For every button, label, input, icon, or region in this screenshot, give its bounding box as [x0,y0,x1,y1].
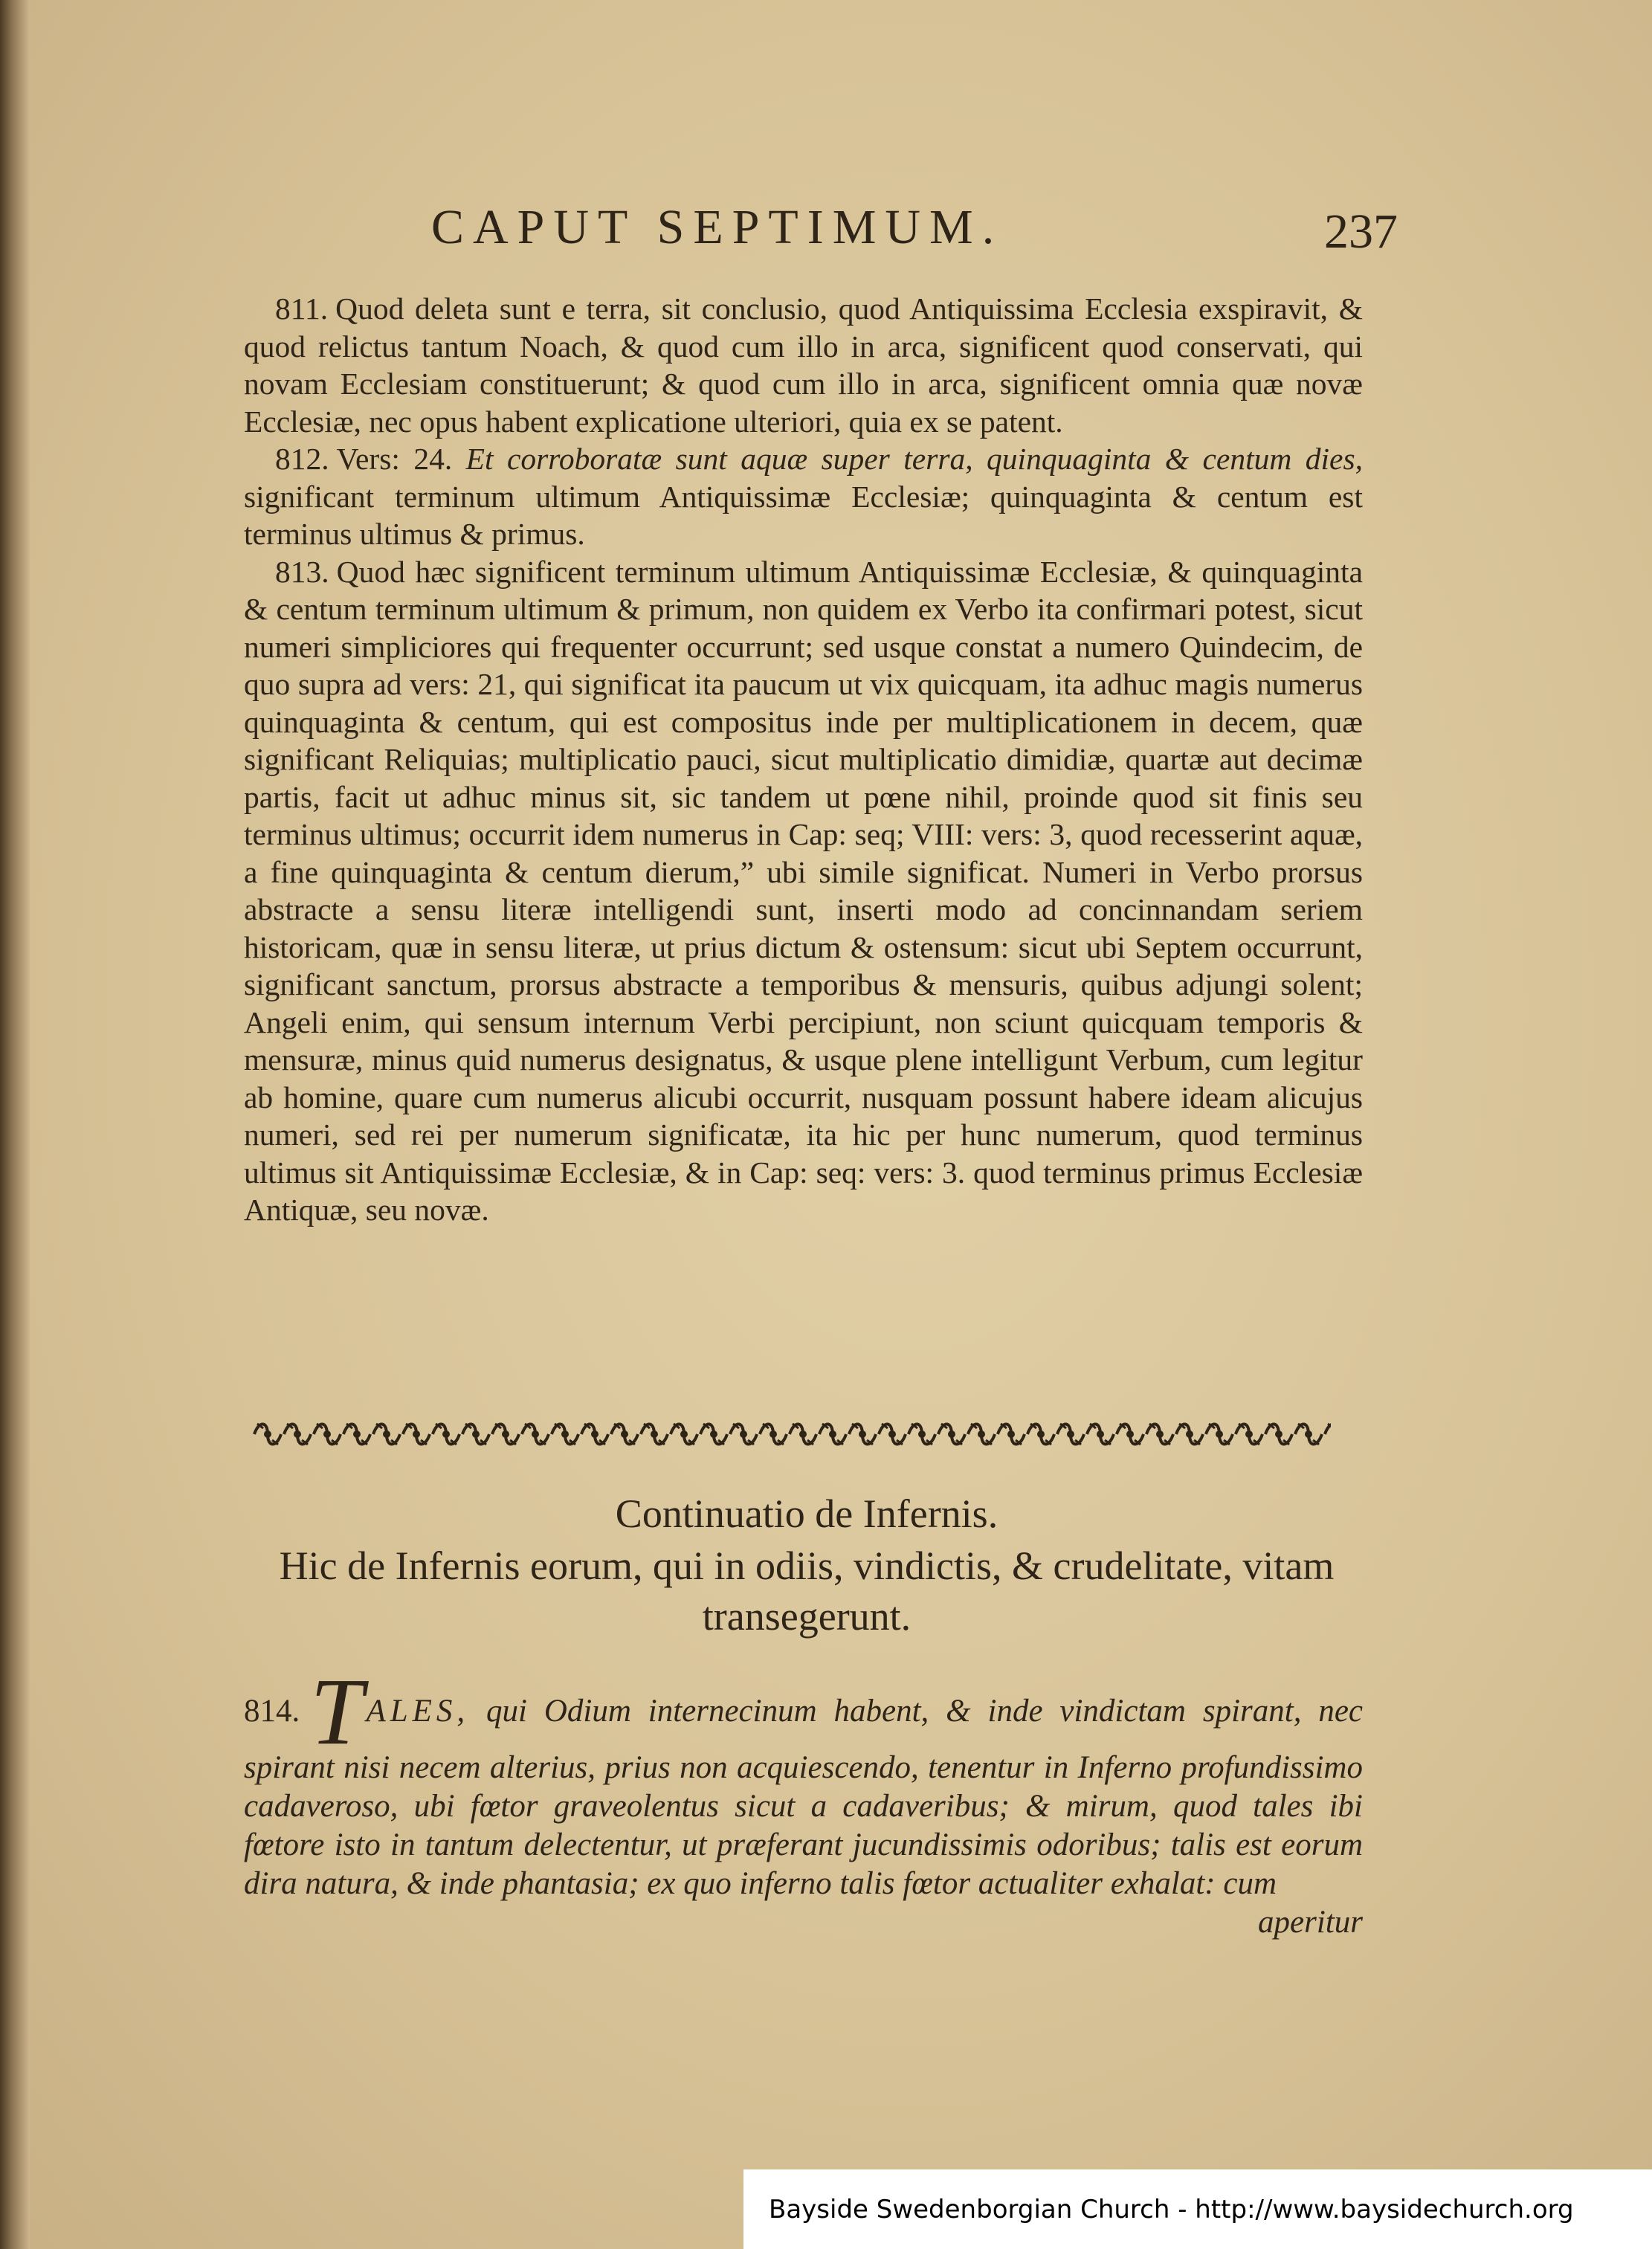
paragraph-number: 814. [244,1694,300,1729]
paragraph-text: significant terminum ultimum Antiquissimæ Ecclesiæ; quinquaginta & centum est terminus ultimus & primus. [244,479,1363,551]
verse-reference: Vers: 24. [336,442,453,476]
paragraph-text: Quod deleta sunt e terra, sit conclusio, quod Antiquissima Ecclesia exspiravit, & quod relictus tantum Noach, & quod cum illo in arca, significent quod conservati, qui novam Ecclesiam constituerunt; & quod cum illo in arca, significent omnia quæ novæ Ecclesiæ, nec opus habent explicatione ulteriori, quia ex se patent. [244,291,1363,439]
catchword: aperitur [1258,1905,1363,1940]
drop-cap: T [310,1659,364,1764]
paragraph-text: qui Odium internecinum habent, & inde vindictam spirant, nec spirant nisi necem alterius, prius non acquiescendo, tenentur in Inferno profundissimo cadaveroso, ubi fœtor graveolentus sicut a cadaveribus; & mirum, quod tales ibi fœtore isto in tantum delectentur, ut præferant jucundissimis odoribus; talis est eorum dira natura, & inde phantasia; ex quo inferno talis fœtor actualiter exhalat: cum [244,1694,1363,1901]
paragraph-814 [244,1659,1363,1942]
page-header [431,199,1398,266]
watermark-credit: Bayside Swedenborgian Church - http://www.baysidechurch.org [769,2195,1574,2224]
paragraph-number: 812. [275,442,329,476]
paragraph-number: 811. [275,291,329,326]
ornamental-divider [253,1416,1331,1452]
paragraph-811 [244,290,1363,440]
running-title: CAPUT SEPTIMUM. [431,200,1004,254]
paragraph-text: Quod hæc significent terminum ultimum Antiquissimæ Ecclesiæ, & quinquaginta & centum terminum ultimum & primum, non quidem ex Verbo ita confirmari potest, sicut numeri simpliciores qui frequenter occurrunt; sed usque constat a numero Quindecim, de quo supra ad vers: 21, qui significat ita paucum ut vix quicquam, ita adhuc magis numerus quinquaginta & centum, qui est compositus inde per multiplicationem in decem, quæ significant Reliquias; multiplicatio pauci, sicut multiplicatio dimidiæ, quartæ aut decimæ partis, facit ut adhuc minus sit, sic tandem ut pœne nihil, proinde quod sit finis seu terminus ultimus; occurrit idem numerus in Cap: seq; VIII: vers: 3, quod recesserint aquæ, a fine quinquaginta & centum dierum,” ubi simile significat. Numeri in Verbo prorsus abstracte a sensu literæ intelligendi sunt, inserti modo ad concinnandam seriem historicam, quæ in sensu literæ, ut prius dictum & ostensum: sicut ubi Septem occurrunt, significant sanctum, prorsus abstracte a temporibus & mensuris, quibus adjungi solent; Angeli enim, qui sensum internum Verbi percipiunt, non sciunt quicquam temporis & mensuræ, minus quid numerus designatus, & usque plene intelligunt Verbum, cum legitur ab homine, quare cum numerus alicubi occurrit, nusquam possunt habere ideam alicujus numeri, sed rei per numerum significatæ, ita hic per hunc numerum, quod terminus ultimus sit Antiquissimæ Ecclesiæ, & in Cap: seq: vers: 3. quod terminus primus Ecclesiæ Antiquæ, seu novæ. [244,554,1363,1227]
section-heading [223,1487,1390,1642]
body-text [244,290,1363,1229]
opening-word: ALES, [366,1694,470,1729]
paragraph-813 [244,553,1363,1229]
watermark-banner [743,2169,1652,2249]
paragraph-812 [244,440,1363,553]
paragraph-number: 813. [275,554,329,589]
page-number: 237 [1324,204,1398,259]
scripture-quote: Et corroboratæ sunt aquæ super terra, quinquaginta & centum dies, [465,442,1363,476]
section-title: Continuatio de Infernis. [615,1491,998,1536]
book-gutter [0,0,30,2249]
ornament-border-icon [253,1416,1331,1452]
section-subtitle: Hic de Infernis eorum, qui in odiis, vindictis, & crudelitate, vitam transegerunt. [279,1543,1335,1639]
